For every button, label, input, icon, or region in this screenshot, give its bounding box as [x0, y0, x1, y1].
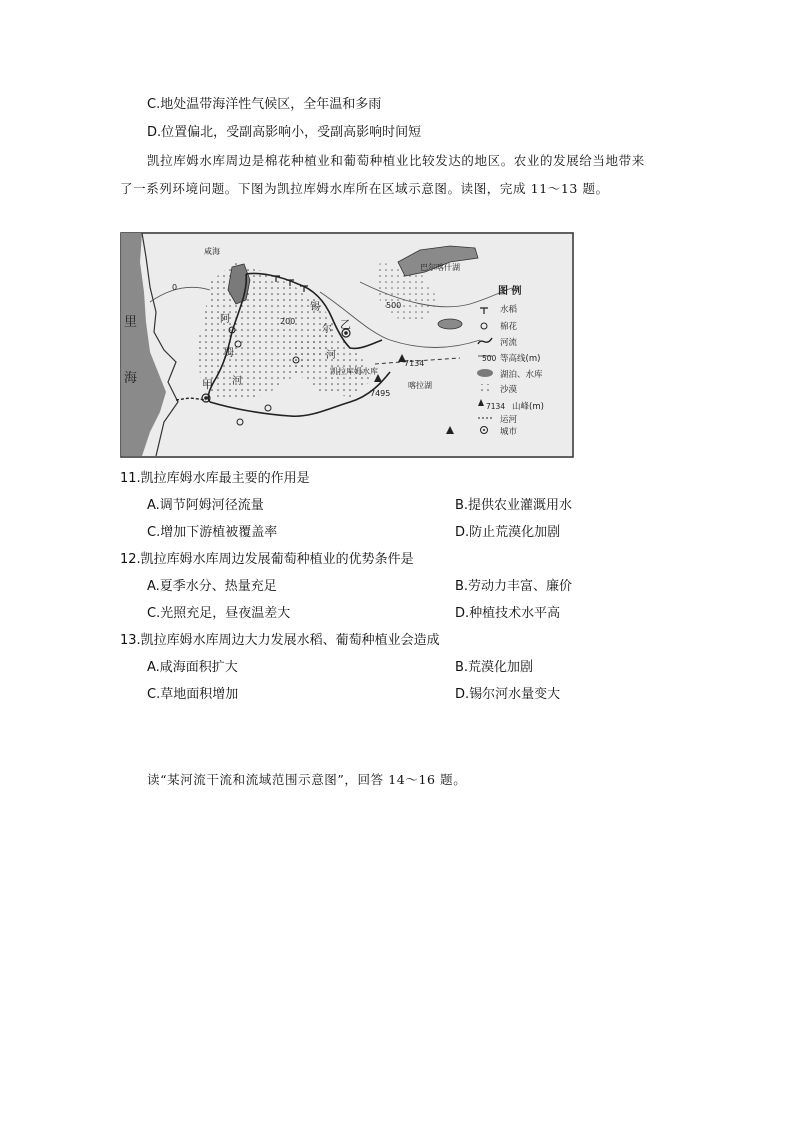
legend-city: 城市	[500, 427, 518, 437]
label-amu-3: 河	[232, 376, 242, 387]
label-contour-200: 200	[280, 317, 296, 326]
region-map-svg	[120, 232, 574, 458]
question-11-option-b[interactable]: B.提供农业灌溉用水	[455, 498, 573, 513]
region-map	[120, 232, 574, 458]
label-peak1: 7134	[404, 359, 425, 368]
question-11-option-c[interactable]: C.增加下游植被覆盖率	[147, 525, 278, 540]
question-13-option-a[interactable]: A.咸海面积扩大	[147, 660, 238, 675]
legend-title: 图 例	[498, 286, 522, 297]
legend-desert-icon	[477, 384, 493, 392]
label-balkhash: 巴尔喀什湖	[420, 263, 460, 272]
label-reservoir: 凯拉库姆水库	[330, 367, 378, 376]
question-12-option-b[interactable]: B.劳动力丰富、廉价	[455, 579, 573, 594]
next-intro: 读“某河流干流和流域范围示意图”，回答 14～16 题。	[147, 772, 467, 787]
label-contour-0: 0	[172, 283, 178, 292]
small-lake	[438, 319, 462, 329]
label-contour-500: 500	[386, 301, 402, 310]
legend-lake: 湖泊、水库	[500, 370, 543, 380]
question-12-option-c[interactable]: C.光照充足，昼夜温差大	[147, 606, 291, 621]
legend-cotton: 棉花	[500, 322, 518, 332]
legend-rice: 水稻	[500, 305, 518, 315]
legend-contour-sample: 500	[482, 354, 497, 363]
question-11-option-d[interactable]: D.防止荒漠化加剧	[455, 525, 561, 540]
label-sea-1: 里	[124, 315, 138, 330]
label-amu-1: 阿	[220, 314, 230, 325]
label-aral: 咸海	[204, 247, 220, 256]
prev-option-c: C.地处温带海洋性气候区，全年温和多雨	[147, 97, 382, 112]
question-11-option-a[interactable]: A.调节阿姆河径流量	[147, 498, 264, 513]
legend-contour: 等高线(m)	[500, 354, 541, 364]
label-yi: 乙	[340, 318, 351, 331]
intro-line-2: 了一系列环境问题。下图为凯拉库姆水库所在区域示意图。读图，完成 11～13 题。	[120, 181, 609, 196]
intro-line-1: 凯拉库姆水库周边是棉花种植业和葡萄种植业比较发达的地区。农业的发展给当地带来	[147, 153, 645, 168]
question-12-stem: 12.凯拉库姆水库周边发展葡萄种植业的优势条件是	[120, 552, 414, 567]
label-syr-3: 河	[326, 350, 336, 361]
legend-lake-icon	[477, 369, 493, 377]
question-13-option-c[interactable]: C.草地面积增加	[147, 687, 239, 702]
legend-river: 河流	[500, 338, 518, 348]
question-13-stem: 13.凯拉库姆水库周边大力发展水稻、葡萄种植业会造成	[120, 633, 440, 648]
legend-peak: 山峰(m)	[512, 402, 544, 412]
label-syr-1: 锡	[310, 302, 320, 313]
question-11-stem: 11.凯拉库姆水库最主要的作用是	[120, 471, 310, 486]
question-13-option-b[interactable]: B.荒漠化加剧	[455, 660, 534, 675]
label-amu-2: 姆	[224, 348, 234, 359]
label-sea-2: 海	[124, 371, 138, 386]
label-kashi: 喀拉湖	[408, 381, 432, 390]
prev-option-d: D.位置偏北，受副高影响小，受副高影响时间短	[147, 125, 422, 140]
question-13-option-d[interactable]: D.锡尔河水量变大	[455, 687, 561, 702]
question-12-option-d[interactable]: D.种植技术水平高	[455, 606, 561, 621]
label-jia: 甲	[202, 378, 213, 391]
legend-desert: 沙漠	[500, 385, 518, 395]
label-syr-2: 尔	[322, 324, 332, 335]
question-12-option-a[interactable]: A.夏季水分、热量充足	[147, 579, 277, 594]
legend-canal: 运河	[500, 415, 518, 425]
legend-peak-sample: 7134	[486, 402, 506, 411]
label-peak2: 7495	[370, 389, 391, 398]
